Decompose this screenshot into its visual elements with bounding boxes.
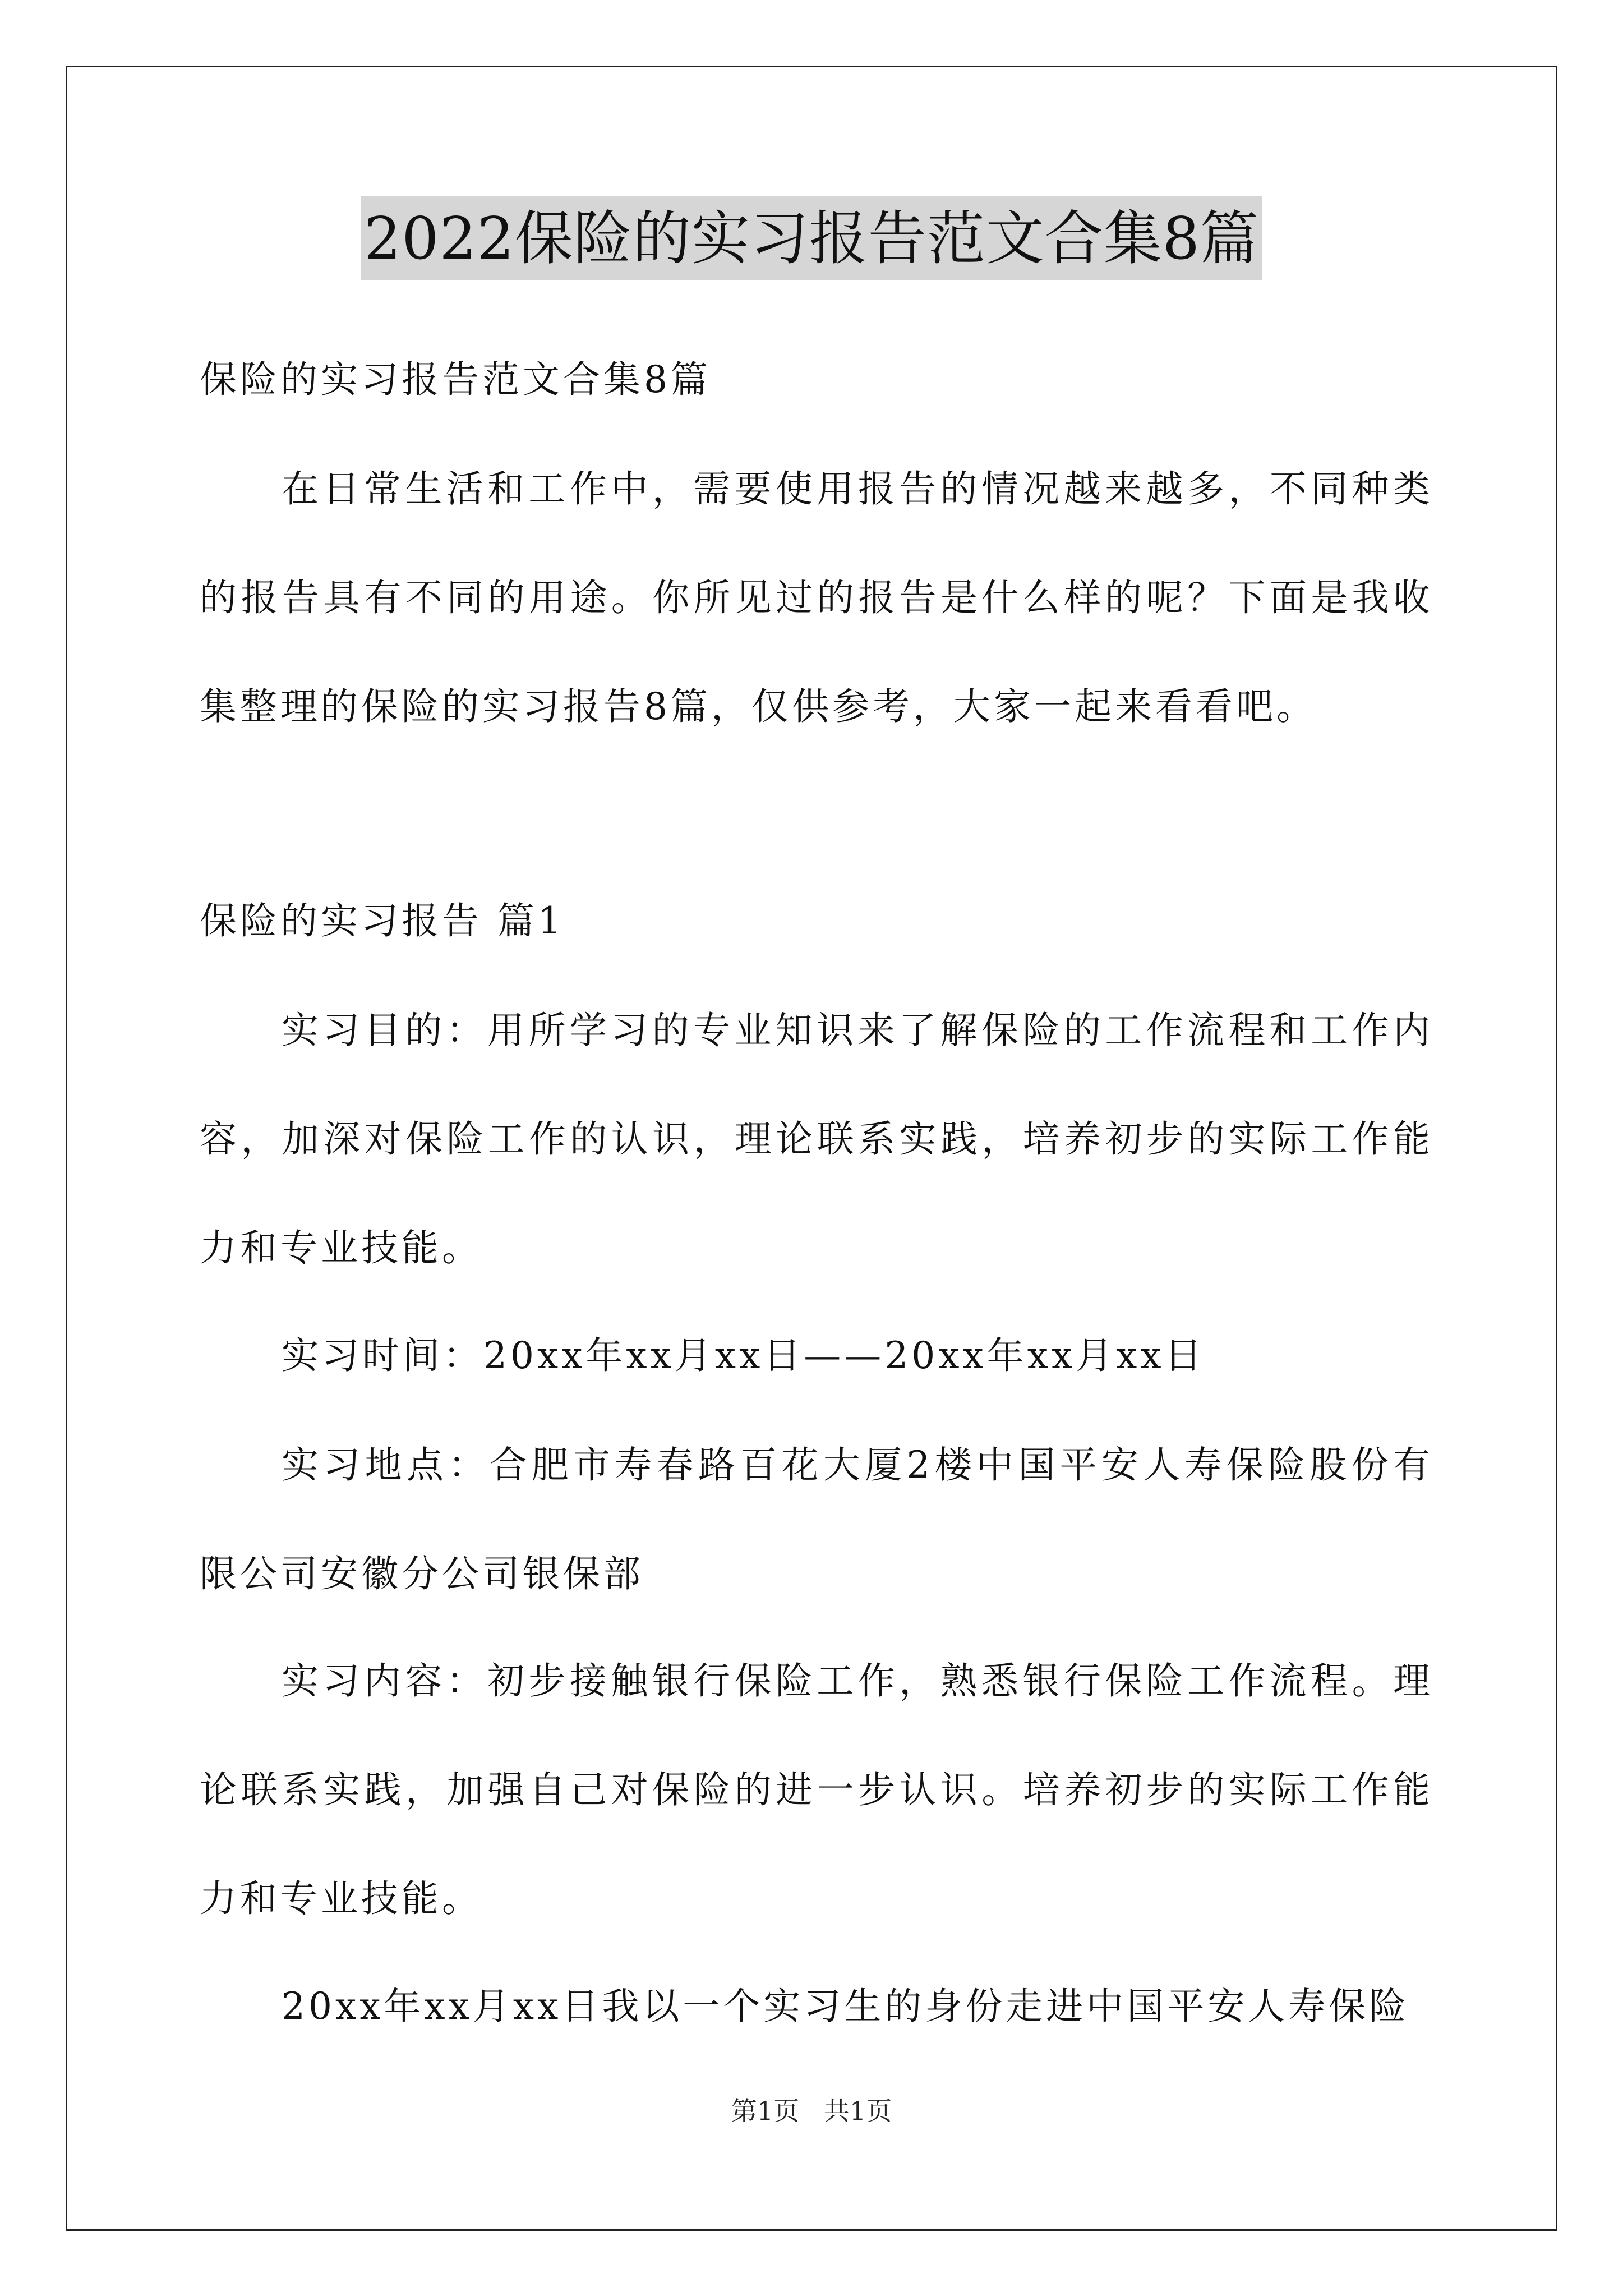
paragraph-content: 实习内容：初步接触银行保险工作，熟悉银行保险工作流程。理论联系实践，加强自己对保险的进一步认识。培养初步的实际工作能力和专业技能。 bbox=[200, 1659, 1433, 1920]
paragraph-purpose: 实习目的：用所学习的专业知识来了解保险的工作流程和工作内容，加深对保险工作的认识，理论联系实践，培养初步的实际工作能力和专业技能。 bbox=[200, 1009, 1433, 1269]
section-heading: 保险的实习报告 篇1 bbox=[200, 899, 565, 942]
intro-paragraph: 在日常生活和工作中，需要使用报告的情况越来越多，不同种类的报告具有不同的用途。你所见过的报告是什么样的呢？下面是我收集整理的保险的实习报告8篇，仅供参考，大家一起来看看吧。 bbox=[200, 467, 1433, 728]
page-footer: 第1页 共1页 bbox=[731, 2096, 892, 2126]
paragraph-time: 实习时间：20xx年xx月xx日——20xx年xx月xx日 bbox=[282, 1334, 1205, 1377]
document-title: 2022保险的实习报告范文合集8篇 bbox=[361, 196, 1262, 280]
document-subtitle: 保险的实习报告范文合集8篇 bbox=[200, 358, 711, 401]
paragraph-narrative: 20xx年xx月xx日我以一个实习生的身份走进中国平安人寿保险 bbox=[282, 1985, 1410, 2028]
title-container bbox=[0, 196, 1623, 280]
paragraph-location: 实习地点：合肥市寿春路百花大厦2楼中国平安人寿保险股份有限公司安徽分公司银保部 bbox=[200, 1443, 1433, 1595]
